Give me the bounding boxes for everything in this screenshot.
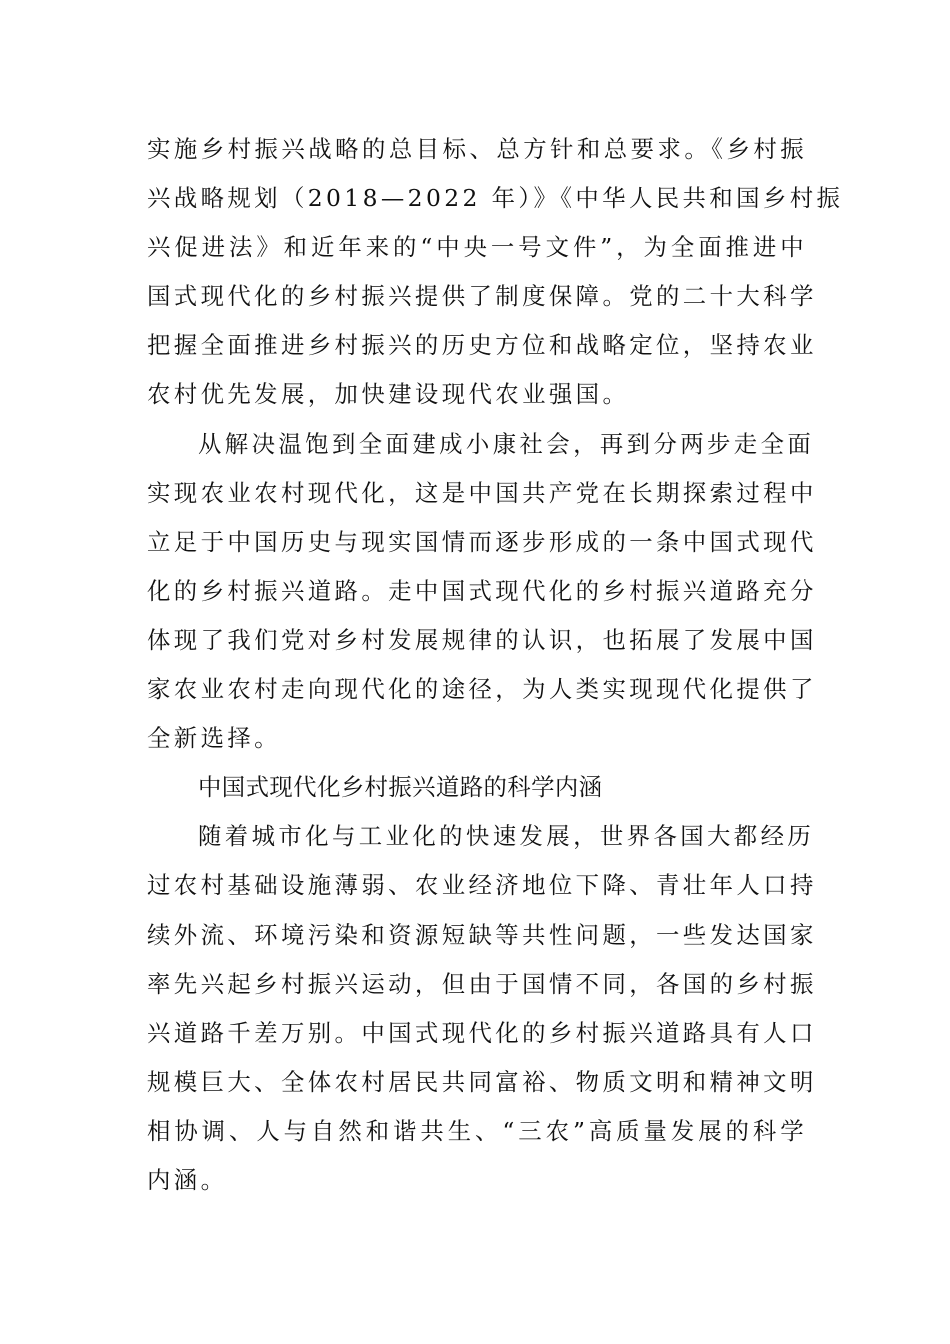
paragraph-3	[147, 812, 817, 1205]
text-line: 内涵。	[147, 1165, 228, 1194]
text-line: 相协调、人与自然和谐共生、“三农”高质量发展的科学	[147, 1116, 807, 1145]
text-line: 过农村基础设施薄弱、农业经济地位下降、青壮年人口持	[147, 871, 817, 900]
document-body	[147, 125, 844, 1205]
text-line: 化的乡村振兴道路。走中国式现代化的乡村振兴道路充分	[147, 576, 817, 605]
text-line: 从解决温饱到全面建成小康社会，再到分两步走全面	[198, 429, 815, 458]
text-line: 全新选择。	[147, 724, 281, 753]
text-line: 实现农业农村现代化，这是中国共产党在长期探索过程中	[147, 478, 817, 507]
text-line: 家农业农村走向现代化的途径，为人类实现现代化提供了	[147, 675, 817, 704]
text-line: 把握全面推进乡村振兴的历史方位和战略定位，坚持农业	[147, 331, 817, 360]
text-line: 立足于中国历史与现实国情而逐步形成的一条中国式现代	[147, 527, 817, 556]
text-line: 兴促进法》和近年来的“中央一号文件”，为全面推进中	[147, 233, 807, 262]
text-line: 兴道路千差万别。中国式现代化的乡村振兴道路具有人口	[147, 1018, 817, 1047]
paragraph-2	[147, 420, 817, 764]
text-line: 国式现代化的乡村振兴提供了制度保障。党的二十大科学	[147, 282, 817, 311]
text-line: 规模巨大、全体农村居民共同富裕、物质文明和精神文明	[147, 1067, 817, 1096]
text-line: 率先兴起乡村振兴运动，但由于国情不同，各国的乡村振	[147, 969, 817, 998]
text-line: 农村优先发展，加快建设现代农业强国。	[147, 380, 630, 409]
text-line: 兴战略规划（2018—2022 年）》《中华人民共和国乡村振	[147, 184, 844, 213]
text-line: 体现了我们党对乡村发展规律的认识，也拓展了发展中国	[147, 625, 817, 654]
text-line: 实施乡村振兴战略的总目标、总方针和总要求。《乡村振	[147, 135, 807, 163]
section-heading: 中国式现代化乡村振兴道路的科学内涵	[198, 773, 603, 802]
text-line: 续外流、环境污染和资源短缺等共性问题，一些发达国家	[147, 920, 817, 949]
paragraph-1	[147, 125, 844, 420]
text-line: 随着城市化与工业化的快速发展，世界各国大都经历	[198, 822, 815, 851]
